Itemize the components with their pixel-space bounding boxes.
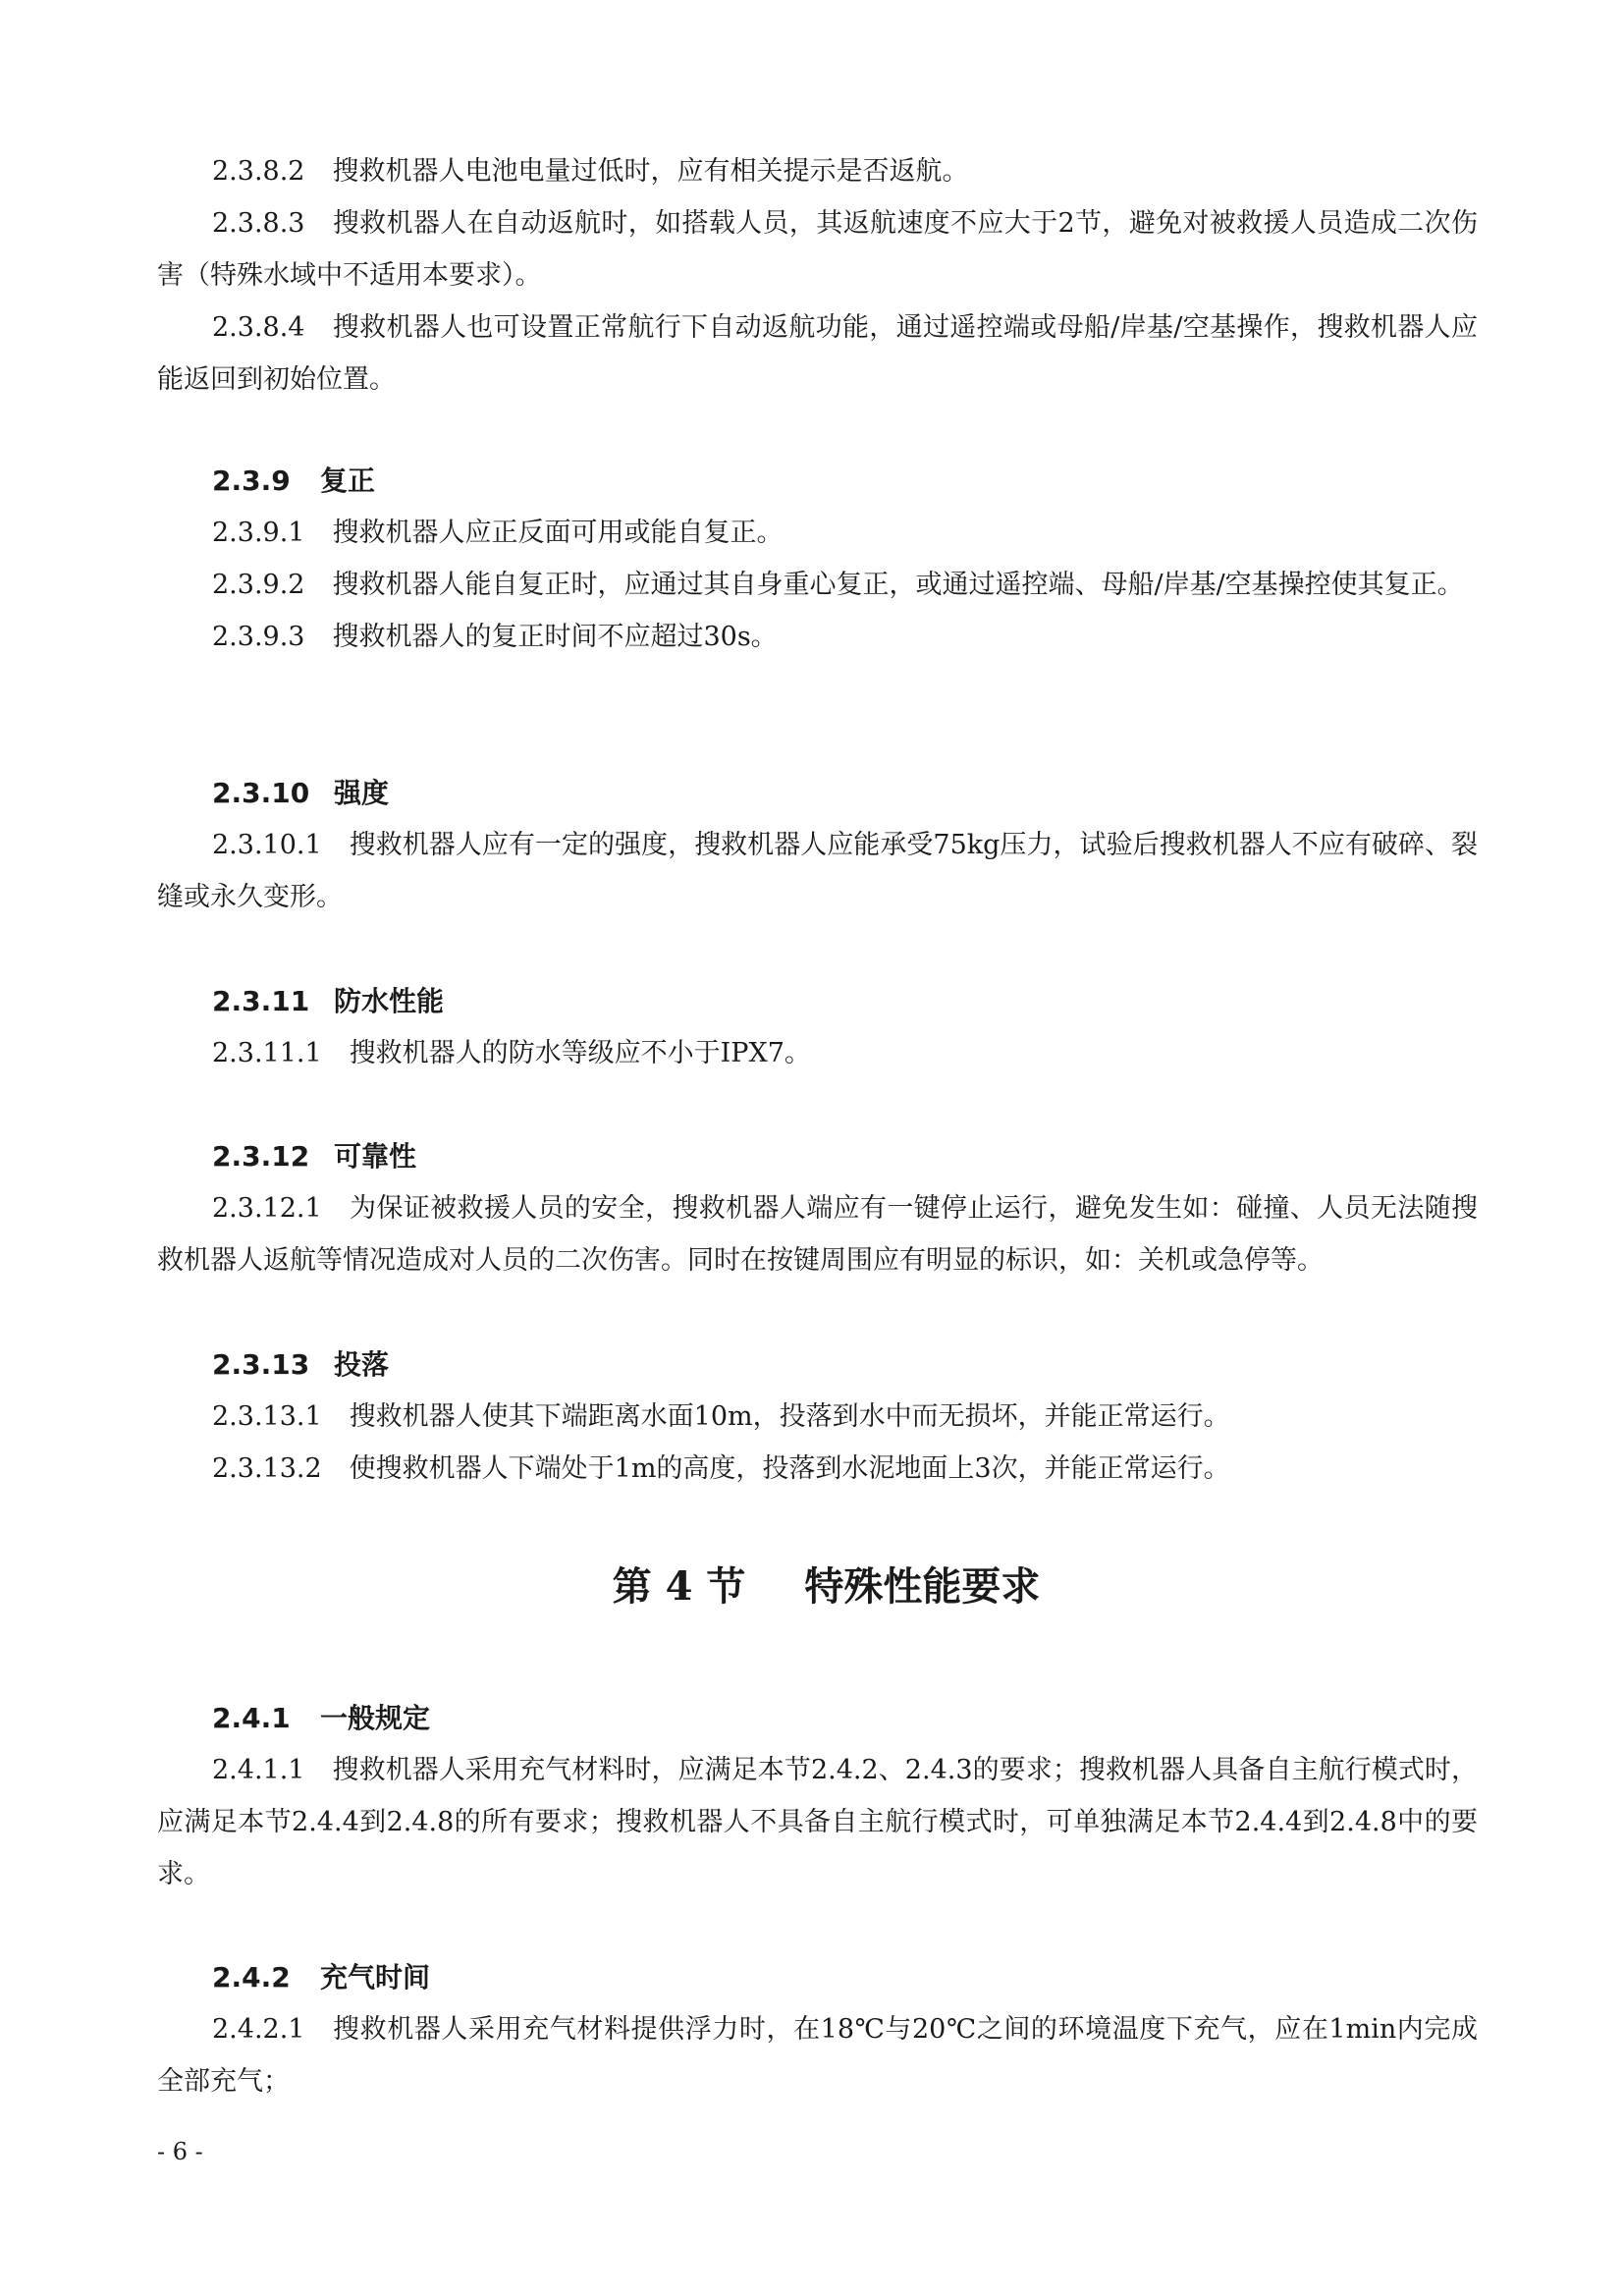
paragraph-group <box>157 507 1478 663</box>
section-heading-text: 特殊性能要求 <box>804 1563 1041 1610</box>
clause-number: 2.3.9.2 <box>212 570 305 600</box>
clause-number: 2.4.1.1 <box>212 1755 305 1785</box>
clause-number: 2.3.9.1 <box>212 518 305 548</box>
paragraph-group <box>157 819 1478 923</box>
heading-number: 2.3.11 <box>212 985 310 1017</box>
paragraph-group <box>157 1391 1478 1495</box>
clause-text: 搜救机器人采用充气材料提供浮力时，在18℃与20℃之间的环境温度下充气，应在1min内完成全部充气； <box>157 2014 1478 2097</box>
heading-number: 2.3.9 <box>212 465 291 497</box>
clause-text: 搜救机器人在自动返航时，如搭载人员，其返航速度不应大于2节，避免对被救援人员造成二次伤害（特殊水域中不适用本要求）。 <box>157 208 1478 291</box>
clause-2-3-11-1 <box>157 1027 1478 1079</box>
clause-text: 搜救机器人的防水等级应不小于IPX7。 <box>349 1038 811 1068</box>
heading-title: 充气时间 <box>320 1961 431 1994</box>
heading-title: 复正 <box>320 465 376 497</box>
paragraph-group <box>157 145 1478 406</box>
paragraph-group <box>157 1027 1478 1079</box>
clause-number: 2.3.8.4 <box>212 312 305 343</box>
section-label: 第 4 节 <box>612 1563 746 1610</box>
clause-text: 搜救机器人采用充气材料时，应满足本节2.4.2、2.4.3的要求；搜救机器人具备自主航行模式时，应满足本节2.4.4到2.4.8的所有要求；搜救机器人不具备自主航行模式时，可单独满足本节2.4.4到2.4.8中的要求。 <box>157 1755 1478 1889</box>
heading-number: 2.3.12 <box>212 1140 310 1173</box>
heading-2-3-10 <box>212 772 389 815</box>
clause-2-3-13-2 <box>157 1443 1478 1495</box>
clause-number: 2.3.8.3 <box>212 208 305 239</box>
page-number: - 6 - <box>157 2138 203 2165</box>
heading-2-3-9 <box>212 460 375 503</box>
clause-number: 2.3.9.3 <box>212 622 305 652</box>
clause-2-4-1-1 <box>157 1744 1478 1900</box>
heading-title: 投落 <box>334 1348 390 1381</box>
heading-number: 2.3.10 <box>212 777 310 809</box>
clause-2-3-13-1 <box>157 1391 1478 1443</box>
clause-text: 搜救机器人也可设置正常航行下自动返航功能，通过遥控端或母船/岸基/空基操作，搜救机器人应能返回到初始位置。 <box>157 312 1478 395</box>
clause-text: 搜救机器人电池电量过低时，应有相关提示是否返航。 <box>332 156 969 187</box>
clause-text: 搜救机器人应有一定的强度，搜救机器人应能承受75kg压力，试验后搜救机器人不应有破碎、裂缝或永久变形。 <box>157 830 1478 912</box>
heading-number: 2.4.1 <box>212 1702 291 1734</box>
clause-2-3-9-3 <box>157 611 1478 663</box>
clause-2-3-10-1 <box>157 819 1478 923</box>
section-title <box>0 1558 1623 1616</box>
clause-2-3-8-4 <box>157 301 1478 406</box>
heading-title: 一般规定 <box>320 1702 431 1734</box>
paragraph-group <box>157 1744 1478 1900</box>
clause-text: 搜救机器人的复正时间不应超过30s。 <box>332 622 778 652</box>
paragraph-group <box>157 1182 1478 1286</box>
clause-number: 2.4.2.1 <box>212 2014 305 2045</box>
clause-number: 2.3.10.1 <box>212 830 322 860</box>
clause-2-4-2-1 <box>157 2003 1478 2107</box>
clause-text: 搜救机器人使其下端距离水面10m，投落到水中而无损坏，并能正常运行。 <box>349 1401 1230 1432</box>
clause-2-3-8-3 <box>157 197 1478 301</box>
heading-2-3-13 <box>212 1343 389 1387</box>
clause-2-3-8-2 <box>157 145 1478 197</box>
heading-title: 可靠性 <box>334 1140 417 1173</box>
heading-2-4-2 <box>212 1956 430 1999</box>
clause-number: 2.3.11.1 <box>212 1038 322 1068</box>
clause-2-3-12-1 <box>157 1182 1478 1286</box>
clause-number: 2.3.13.1 <box>212 1401 322 1432</box>
paragraph-group <box>157 2003 1478 2107</box>
clause-number: 2.3.13.2 <box>212 1453 322 1484</box>
clause-2-3-9-2 <box>157 559 1478 611</box>
clause-text: 使搜救机器人下端处于1m的高度，投落到水泥地面上3次，并能正常运行。 <box>349 1453 1230 1484</box>
clause-text: 搜救机器人应正反面可用或能自复正。 <box>332 518 784 548</box>
heading-title: 强度 <box>334 777 390 809</box>
heading-2-3-11 <box>212 980 444 1023</box>
clause-number: 2.3.8.2 <box>212 156 305 187</box>
clause-2-3-9-1 <box>157 507 1478 559</box>
heading-number: 2.4.2 <box>212 1961 291 1994</box>
clause-text: 搜救机器人能自复正时，应通过其自身重心复正，或通过遥控端、母船/岸基/空基操控使其复正。 <box>332 570 1464 600</box>
heading-title: 防水性能 <box>334 985 445 1017</box>
clause-text: 为保证被救援人员的安全，搜救机器人端应有一键停止运行，避免发生如：碰撞、人员无法随搜救机器人返航等情况造成对人员的二次伤害。同时在按键周围应有明显的标识，如：关机或急停等。 <box>157 1193 1478 1276</box>
heading-number: 2.3.13 <box>212 1348 310 1381</box>
heading-2-4-1 <box>212 1697 430 1740</box>
heading-2-3-12 <box>212 1135 416 1178</box>
clause-number: 2.3.12.1 <box>212 1193 322 1224</box>
